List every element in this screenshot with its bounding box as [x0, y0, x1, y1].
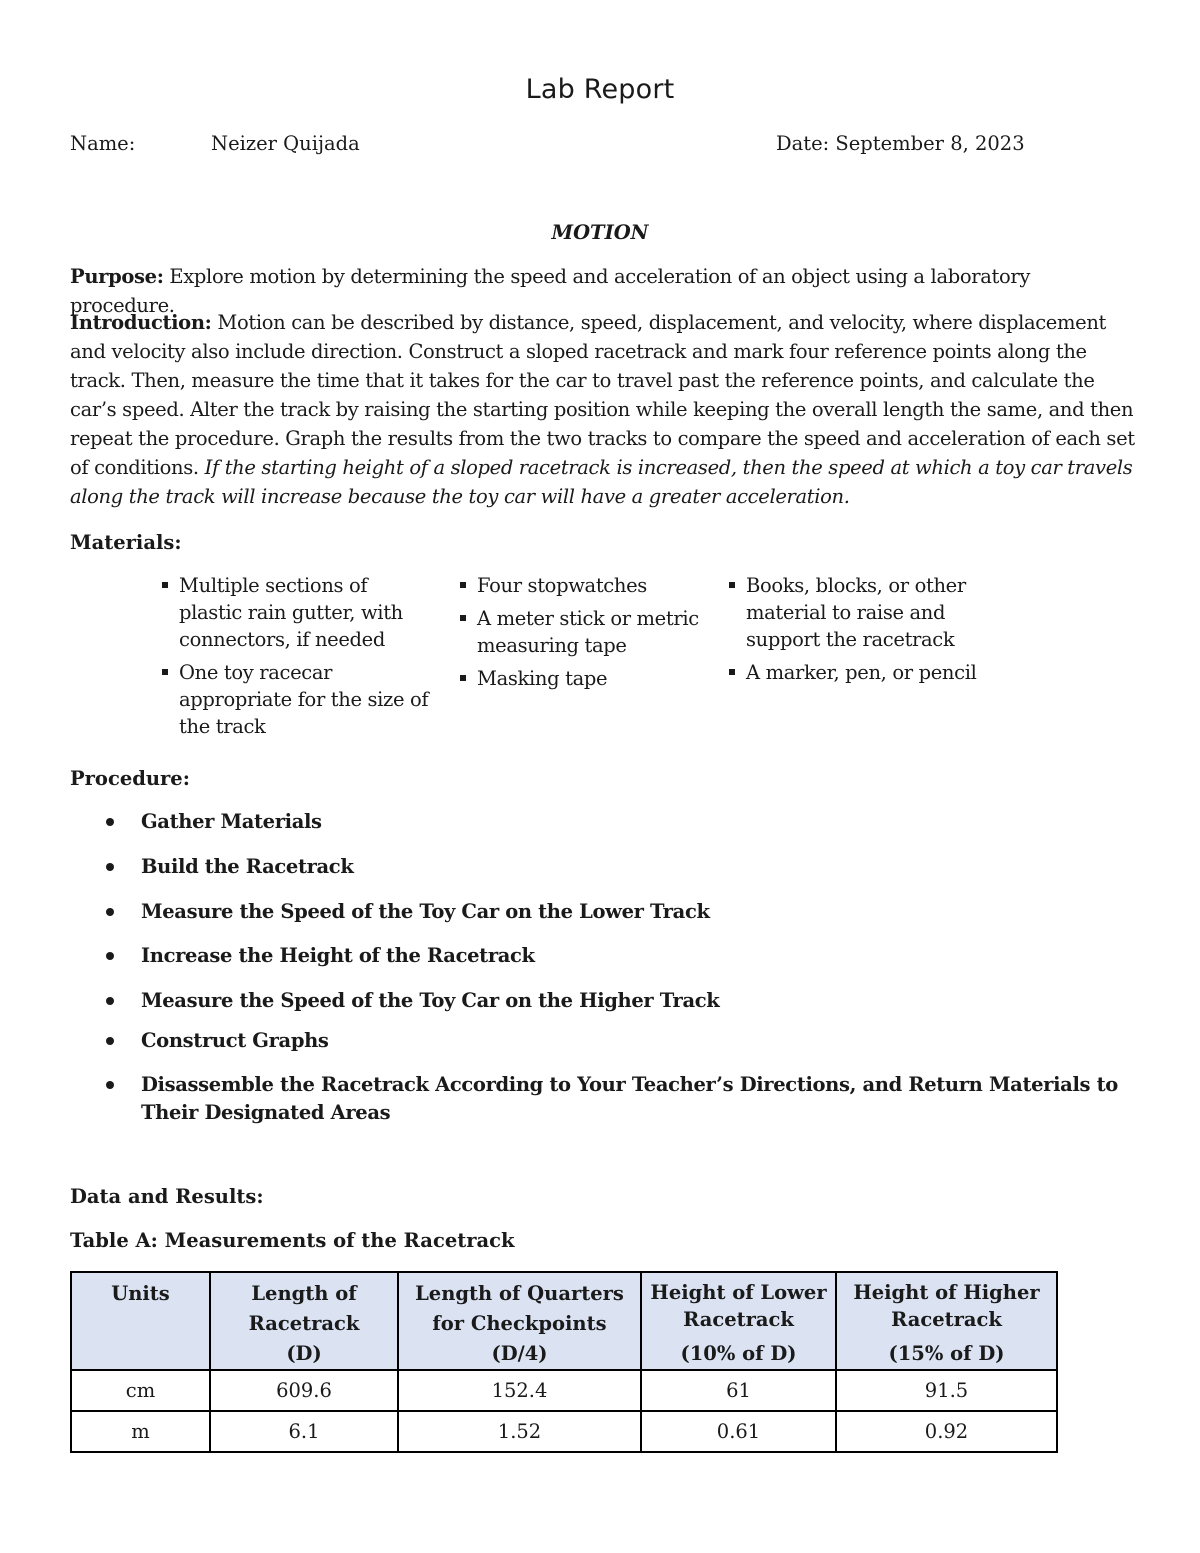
table-row [71, 1370, 1057, 1411]
introduction-label: Introduction: [70, 311, 212, 334]
introduction-paragraph [70, 308, 1135, 511]
material-item: Masking tape [458, 665, 708, 692]
procedure-step: Gather Materials [141, 810, 322, 833]
table-cell: 6.1 [210, 1411, 398, 1452]
material-item: A meter stick or metric measuring tape [458, 605, 708, 659]
material-item: One toy racecar appropriate for the size of the track [160, 659, 430, 740]
name-label: Name: [70, 132, 136, 155]
procedure-step: Increase the Height of the Racetrack [141, 944, 535, 967]
procedure-step: Build the Racetrack [141, 855, 354, 878]
square-bullet-icon [162, 582, 168, 588]
procedure-step: Construct Graphs [141, 1029, 329, 1052]
material-item: Four stopwatches [458, 572, 708, 599]
square-bullet-icon [162, 669, 168, 675]
hypothesis-text: If the starting height of a sloped racetrack is increased, then the speed at which a toy car travels along the track will increase because the toy car will have a greater acceleration. [70, 456, 1133, 508]
column-header-higher-height: Height of Higher Racetrack (15% of D) [836, 1272, 1057, 1370]
report-date: Date: September 8, 2023 [776, 132, 1025, 155]
table-cell: m [71, 1411, 210, 1452]
material-item: Multiple sections of plastic rain gutter, with connectors, if needed [160, 572, 430, 653]
introduction-text: Motion can be described by distance, speed, displacement, and velocity, where displacement and velocity also include direction. Construct a sloped racetrack and mark four reference points along the track. Then, measure the time that it takes for the car to travel past the reference points, and calculate the car’s speed. Alter the track by raising the starting position while keeping the overall length the same, and then repeat the procedure. Graph the results from the two tracks to compare the speed and acceleration of each set of conditions. [70, 311, 1135, 479]
column-header-length: Length of Racetrack (D) [210, 1272, 398, 1370]
purpose-text: Explore motion by determining the speed and acceleration of an object using a laboratory procedure. [70, 265, 1030, 317]
table-cell: 0.92 [836, 1411, 1057, 1452]
material-item: Books, blocks, or other material to raise and support the racetrack [727, 572, 997, 653]
square-bullet-icon [460, 582, 466, 588]
procedure-step: Measure the Speed of the Toy Car on the Higher Track [141, 989, 720, 1012]
bullet-icon [106, 952, 114, 960]
table-cell: 0.61 [641, 1411, 836, 1452]
table-header-row [71, 1272, 1057, 1370]
table-cell: 61 [641, 1370, 836, 1411]
column-header-quarters: Length of Quarters for Checkpoints (D/4) [398, 1272, 641, 1370]
bullet-icon [106, 908, 114, 916]
table-cell: 609.6 [210, 1370, 398, 1411]
column-header-lower-height: Height of Lower Racetrack (10% of D) [641, 1272, 836, 1370]
square-bullet-icon [460, 615, 466, 621]
table-cell: 91.5 [836, 1370, 1057, 1411]
materials-column-1 [160, 572, 430, 746]
materials-column-2 [458, 572, 708, 698]
section-title: MOTION [551, 221, 649, 244]
table-cell: cm [71, 1370, 210, 1411]
square-bullet-icon [460, 675, 466, 681]
material-item: A marker, pen, or pencil [727, 659, 997, 686]
racetrack-measurements-table [70, 1271, 1058, 1453]
square-bullet-icon [729, 669, 735, 675]
column-header-units: Units [71, 1272, 210, 1370]
table-cell: 152.4 [398, 1370, 641, 1411]
bullet-icon [106, 997, 114, 1005]
procedure-step: Disassemble the Racetrack According to Your Teacher’s Directions, and Return Materials to Their Designated Areas [141, 1073, 1118, 1124]
bullet-icon [106, 818, 114, 826]
procedure-step: Measure the Speed of the Toy Car on the Lower Track [141, 900, 710, 923]
document-title: Lab Report [525, 74, 675, 105]
bullet-icon [106, 1037, 114, 1045]
purpose-label: Purpose: [70, 265, 164, 288]
table-row [71, 1411, 1057, 1452]
bullet-icon [106, 863, 114, 871]
table-title: Table A: Measurements of the Racetrack [70, 1229, 515, 1252]
materials-heading: Materials: [70, 531, 182, 554]
procedure-heading: Procedure: [70, 767, 190, 790]
student-name: Neizer Quijada [211, 132, 360, 155]
data-results-heading: Data and Results: [70, 1185, 264, 1208]
bullet-icon [106, 1081, 114, 1089]
square-bullet-icon [729, 582, 735, 588]
materials-column-3 [727, 572, 997, 692]
table-cell: 1.52 [398, 1411, 641, 1452]
